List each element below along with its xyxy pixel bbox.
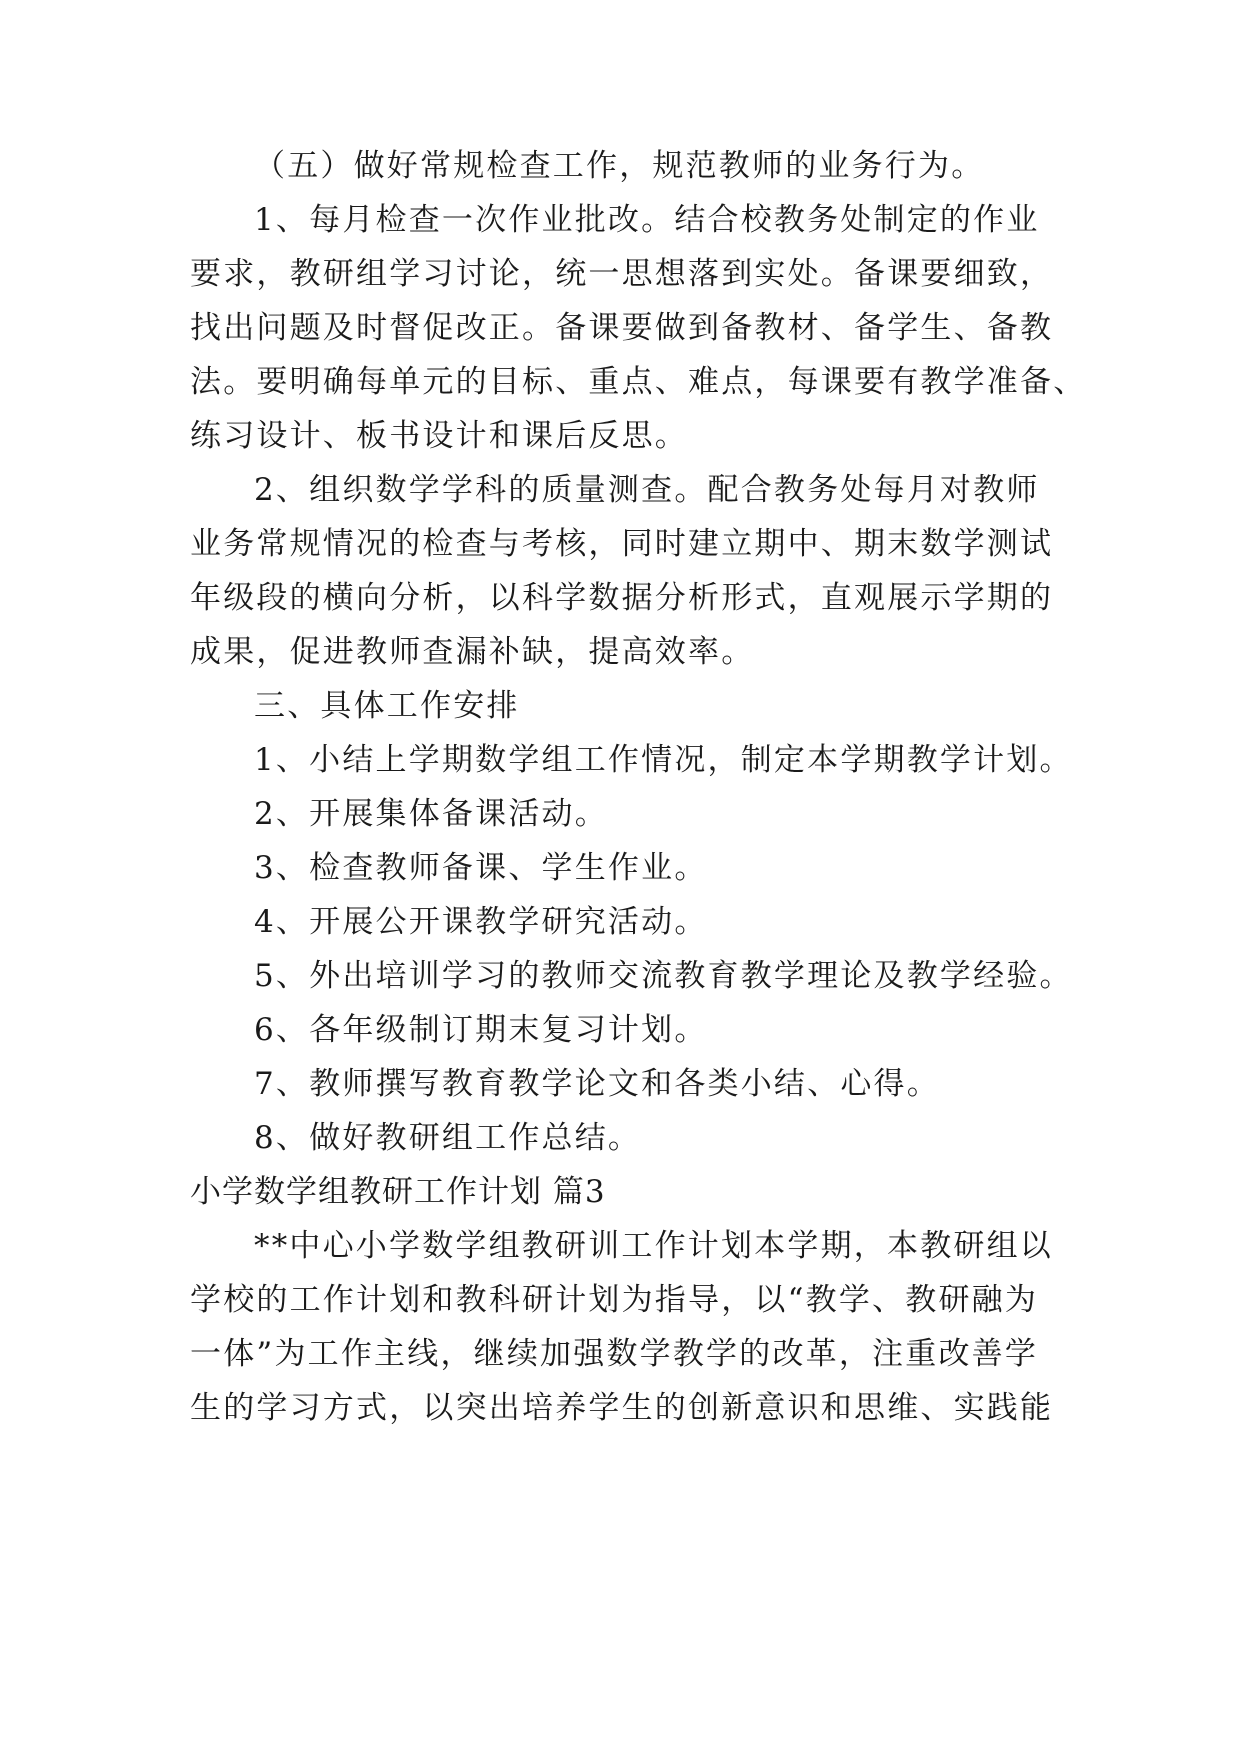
part3-title: 小学数学组教研工作计划 篇3 bbox=[190, 1174, 606, 1210]
list-item: 2、开展集体备课活动。 bbox=[254, 796, 608, 832]
section-three-heading: 三、具体工作安排 bbox=[254, 688, 520, 724]
list-item: 7、教师撰写教育教学论文和各类小结、心得。 bbox=[254, 1066, 940, 1102]
section-five-item1-line2: 要求，教研组学习讨论，统一思想落到实处。备课要细致， bbox=[190, 256, 1054, 292]
list-item: 6、各年级制订期末复习计划。 bbox=[254, 1012, 708, 1048]
section-five-item2-line1: 2、组织数学学科的质量测查。配合教务处每月对教师 bbox=[254, 472, 1040, 508]
section-five-item1-line1: 1、每月检查一次作业批改。结合校教务处制定的作业 bbox=[254, 202, 1040, 238]
section-five-item1-line5: 练习设计、板书设计和课后反思。 bbox=[190, 418, 688, 454]
section-five-item2-line4: 成果，促进教师查漏补缺，提高效率。 bbox=[190, 634, 755, 670]
section-five-item2-line3: 年级段的横向分析，以科学数据分析形式，直观展示学期的 bbox=[190, 580, 1054, 616]
section-five-item1-line4: 法。要明确每单元的目标、重点、难点，每课要有教学准备、 bbox=[190, 364, 1087, 400]
part3-intro-line4: 生的学习方式，以突出培养学生的创新意识和思维、实践能 bbox=[190, 1390, 1054, 1426]
list-item: 3、检查教师备课、学生作业。 bbox=[254, 850, 708, 886]
list-item: 4、开展公开课教学研究活动。 bbox=[254, 904, 708, 940]
section-five-heading: （五）做好常规检查工作，规范教师的业务行为。 bbox=[254, 148, 985, 184]
section-five-item1-line3: 找出问题及时督促改正。备课要做到备教材、备学生、备教 bbox=[190, 310, 1054, 346]
list-item: 1、小结上学期数学组工作情况，制定本学期教学计划。 bbox=[254, 742, 1073, 778]
part3-intro-line3: 一体”为工作主线，继续加强数学教学的改革，注重改善学 bbox=[190, 1336, 1039, 1372]
list-item: 5、外出培训学习的教师交流教育教学理论及教学经验。 bbox=[254, 958, 1073, 994]
part3-intro-line2: 学校的工作计划和教科研计划为指导，以“教学、教研融为 bbox=[190, 1282, 1039, 1318]
list-item: 8、做好教研组工作总结。 bbox=[254, 1120, 642, 1156]
part3-intro-line1: **中心小学数学组教研训工作计划本学期，本教研组以 bbox=[254, 1228, 1053, 1264]
section-five-item2-line2: 业务常规情况的检查与考核，同时建立期中、期末数学测试 bbox=[190, 526, 1054, 562]
